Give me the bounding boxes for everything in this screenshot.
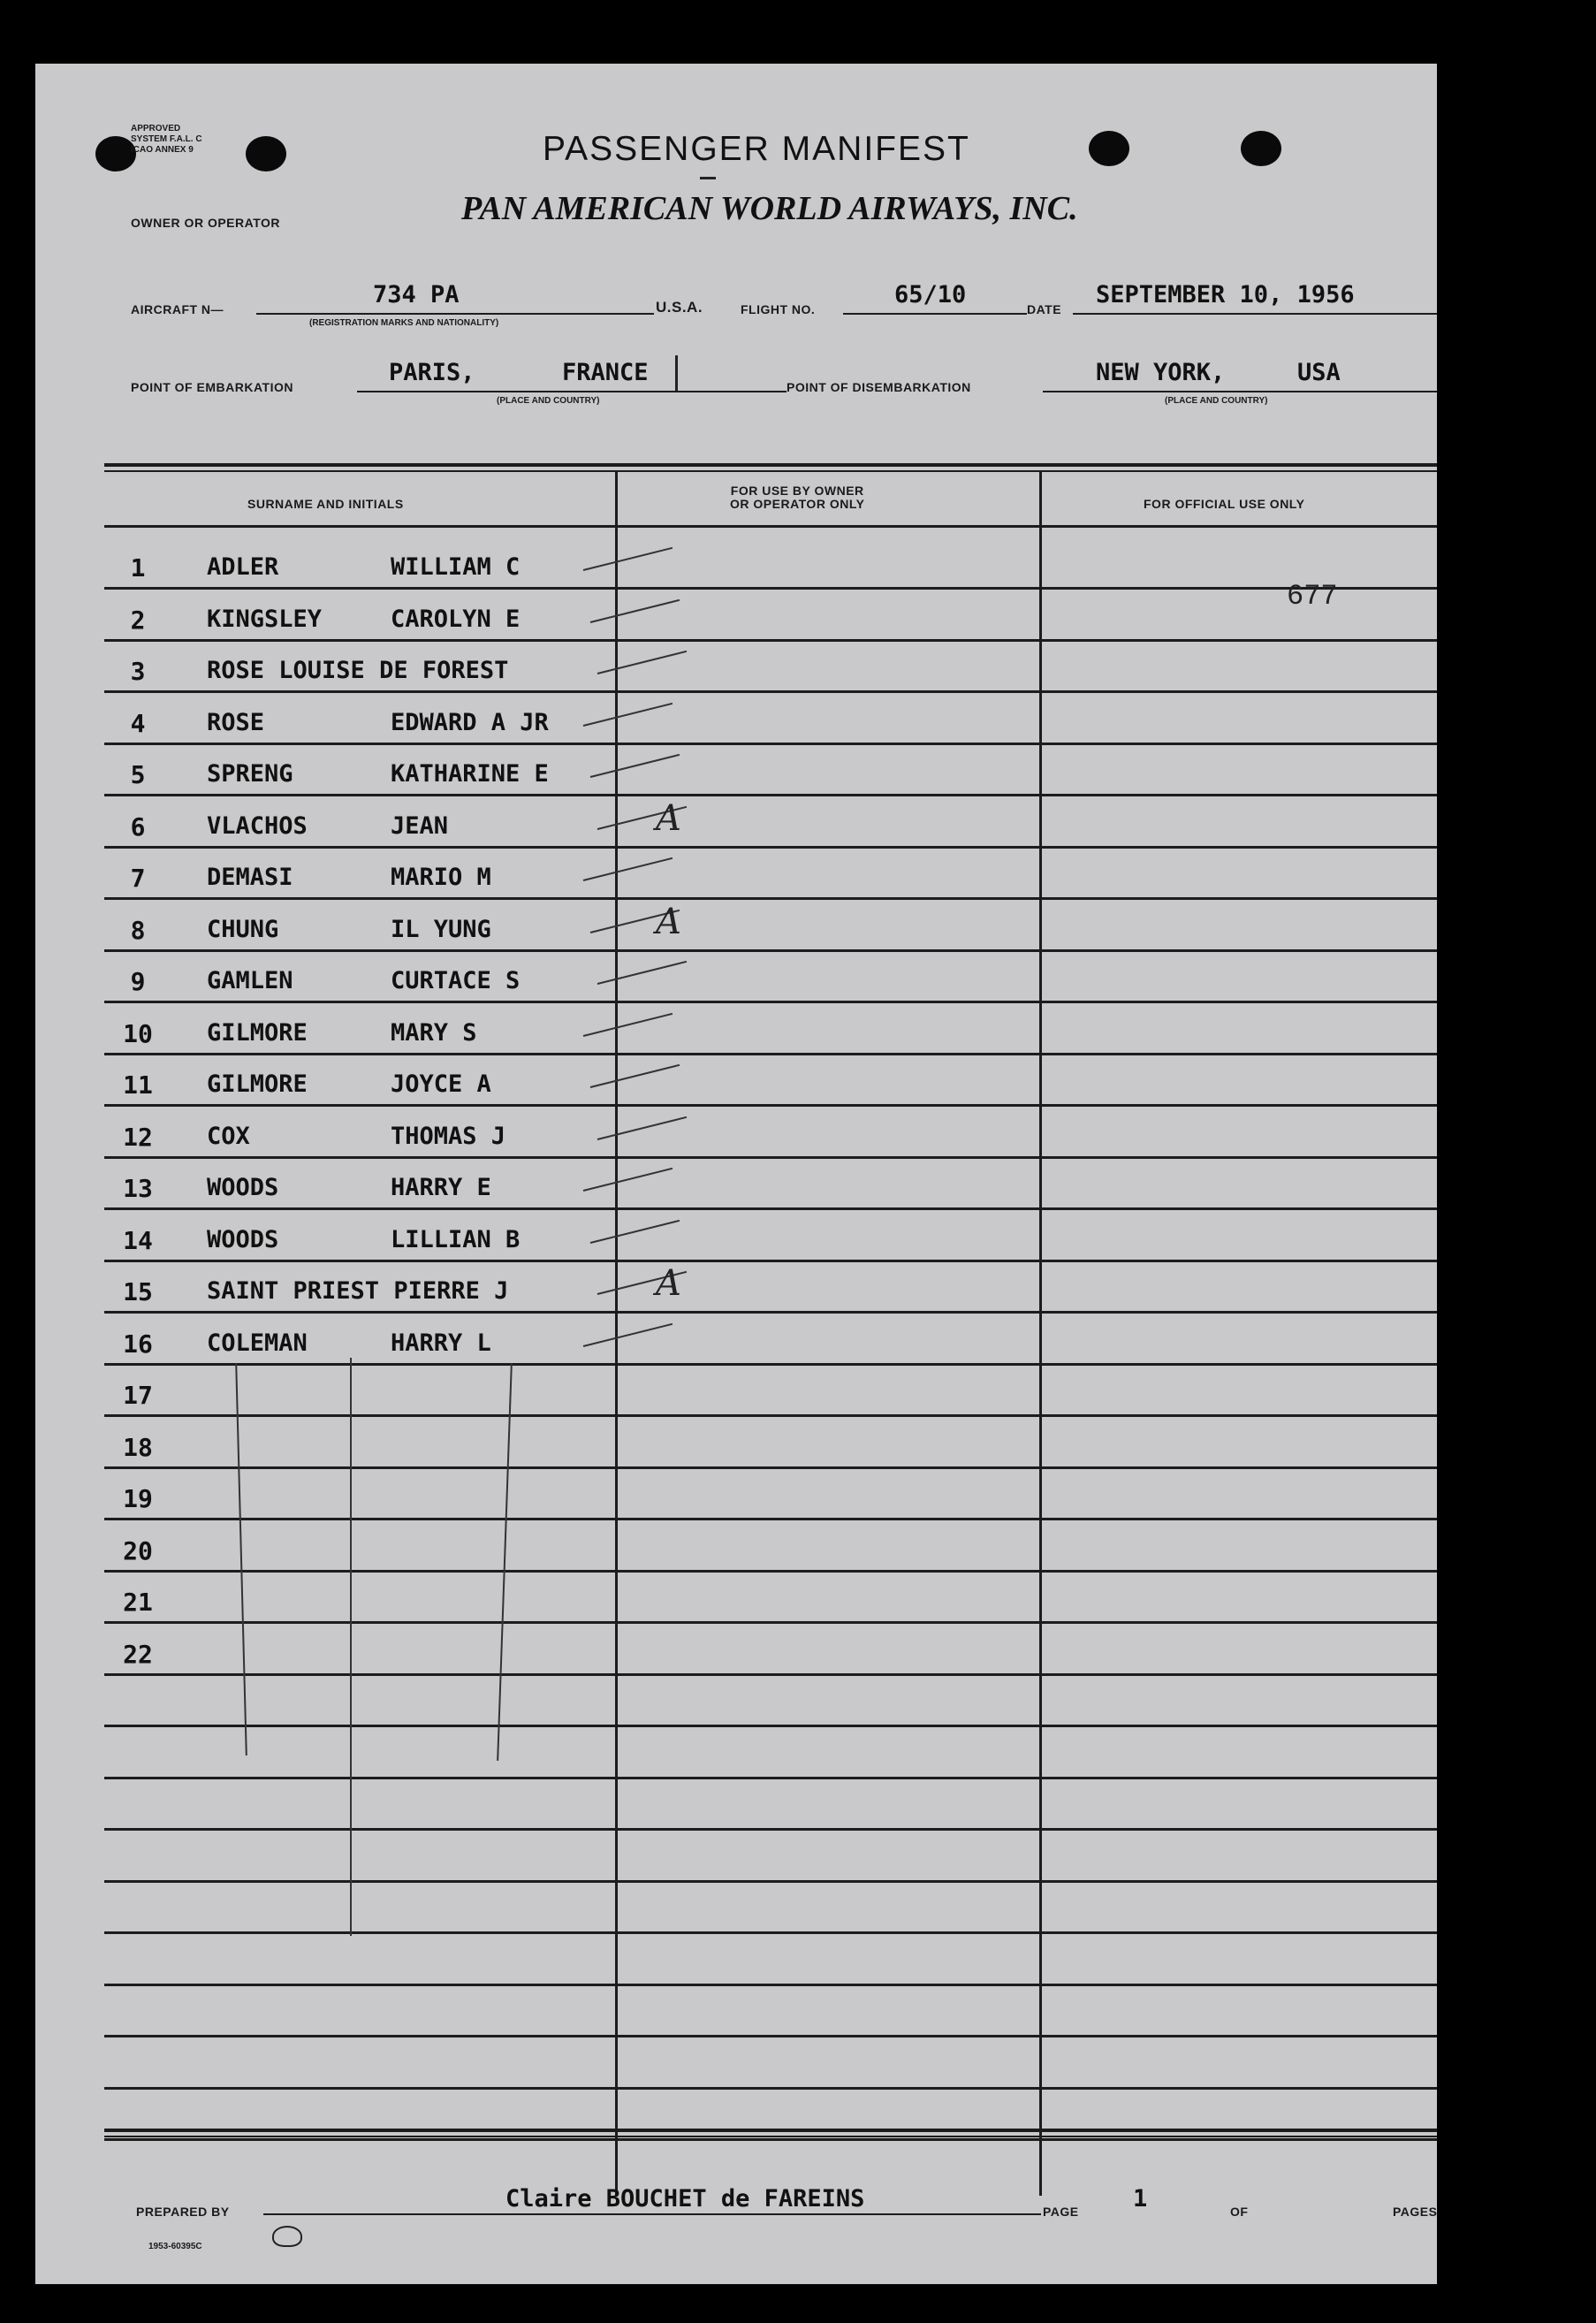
row-rule (104, 2035, 1437, 2037)
handwritten-mark: A (656, 797, 681, 839)
row-number: 4 (130, 708, 146, 738)
passenger-given-names: JOYCE A (391, 1070, 491, 1098)
row-rule (104, 1260, 1437, 1262)
check-mark (583, 1012, 673, 1036)
disembarkation-label: POINT OF DISEMBARKATION (787, 380, 971, 394)
passenger-surname: GILMORE (207, 1018, 308, 1047)
passenger-given-names: HARRY E (391, 1174, 491, 1201)
pages-label: PAGES (1393, 2205, 1438, 2219)
owner-column-header: FOR USE BY OWNER OR OPERATOR ONLY (730, 484, 865, 511)
row-number: 10 (123, 1018, 153, 1048)
prepared-by: Claire BOUCHET de FAREINS (505, 2185, 865, 2213)
check-mark (590, 1064, 680, 1088)
check-mark (590, 598, 680, 622)
row-rule (104, 1311, 1437, 1314)
disembarkation-underline (1043, 391, 1437, 392)
row-rule (104, 897, 1437, 900)
document-title: PASSENGER MANIFEST (543, 130, 970, 168)
passenger-full-name: SAINT PRIEST PIERRE J (207, 1277, 509, 1305)
row-number: 3 (130, 657, 146, 686)
passenger-surname: KINGSLEY (207, 605, 323, 633)
page-label: PAGE (1043, 2205, 1079, 2219)
row-rule (104, 1777, 1437, 1779)
row-rule (104, 1518, 1437, 1520)
disembarkation-country: USA (1297, 359, 1341, 386)
row-rule (104, 1725, 1437, 1727)
passenger-given-names: JEAN (391, 811, 449, 840)
row-rule (104, 949, 1437, 952)
passenger-surname: GILMORE (207, 1070, 308, 1098)
row-number: 16 (123, 1329, 153, 1359)
row-number: 6 (130, 811, 146, 842)
row-rule (104, 1156, 1437, 1159)
row-rule (104, 1984, 1437, 1986)
row-rule (104, 1363, 1437, 1366)
row-number: 12 (123, 1122, 153, 1152)
flight-value: 65/10 (894, 281, 967, 308)
form-number: 1953-60395C (148, 2242, 202, 2251)
check-mark (597, 1116, 687, 1139)
row-rule (104, 587, 1437, 590)
table-bottom-rule (104, 2136, 1437, 2137)
passenger-given-names: CAROLYN E (391, 605, 521, 633)
date-label: DATE (1027, 302, 1062, 316)
flight-label: FLIGHT NO. (741, 302, 816, 316)
handwritten-mark: A (656, 901, 681, 942)
passenger-surname: CHUNG (207, 915, 279, 943)
passenger-surname: DEMASI (207, 864, 293, 891)
row-rule (104, 1673, 1437, 1676)
check-mark (590, 1219, 680, 1243)
prepared-label: PREPARED BY (136, 2205, 230, 2219)
embarkation-city: PARIS, (389, 359, 475, 386)
row-number: 20 (123, 1535, 153, 1565)
embarkation-pen-mark (675, 355, 678, 391)
passenger-surname: COX (207, 1122, 250, 1150)
row-rule (104, 2087, 1437, 2090)
passenger-given-names: MARY S (391, 1018, 477, 1047)
row-number: 1 (130, 553, 146, 583)
passenger-given-names: THOMAS J (391, 1122, 506, 1150)
passenger-full-name: ROSE LOUISE DE FOREST (207, 657, 509, 684)
row-number: 11 (123, 1070, 153, 1100)
check-mark (597, 961, 687, 985)
aircraft-sublabel: (REGISTRATION MARKS AND NATIONALITY) (309, 318, 499, 328)
passenger-surname: COLEMAN (207, 1329, 308, 1357)
row-rule (104, 1414, 1437, 1417)
row-rule (104, 1828, 1437, 1831)
row-rule (104, 743, 1437, 745)
check-mark (583, 547, 673, 571)
check-mark (583, 857, 673, 881)
row-number: 19 (123, 1484, 153, 1513)
row-number: 18 (123, 1432, 153, 1462)
punch-hole (1089, 131, 1129, 166)
punch-hole (1241, 131, 1281, 166)
row-number: 8 (130, 915, 146, 945)
passenger-surname: ADLER (207, 553, 279, 581)
row-rule (104, 1466, 1437, 1469)
row-number: 17 (123, 1381, 153, 1410)
table-bottom-rule (104, 2129, 1437, 2132)
official-column-header: FOR OFFICIAL USE ONLY (1144, 497, 1305, 511)
embarkation-label: POINT OF EMBARKATION (131, 380, 293, 394)
embarkation-country: FRANCE (562, 359, 649, 386)
column-divider (615, 470, 618, 2196)
row-rule (104, 1001, 1437, 1003)
row-rule (104, 794, 1437, 796)
official-stamp: 677 (1287, 580, 1338, 613)
row-rule (104, 846, 1437, 849)
prepared-underline (263, 2213, 1041, 2215)
passenger-given-names: HARRY L (391, 1329, 491, 1357)
passenger-given-names: MARIO M (391, 864, 491, 891)
header-rule (104, 525, 1437, 528)
flight-underline (843, 313, 1027, 315)
aircraft-country: U.S.A. (656, 299, 703, 316)
table-top-rule (104, 463, 1437, 467)
aircraft-underline (256, 313, 654, 315)
passenger-given-names: KATHARINE E (391, 760, 549, 788)
table-top-rule (104, 470, 1437, 472)
owner-label: OWNER OR OPERATOR (131, 216, 280, 230)
aircraft-value: 734 PA (373, 281, 460, 308)
pen-strike (497, 1363, 513, 1761)
printer-logo-icon (272, 2226, 302, 2247)
manifest-sheet (35, 64, 1437, 2284)
row-rule (104, 2138, 1437, 2141)
embarkation-underline (357, 391, 787, 392)
row-number: 9 (130, 967, 146, 996)
row-number: 7 (130, 864, 146, 893)
check-mark (583, 1168, 673, 1192)
passenger-given-names: CURTACE S (391, 967, 521, 994)
check-mark (597, 651, 687, 674)
passenger-given-names: IL YUNG (391, 915, 491, 943)
passenger-given-names: EDWARD A JR (391, 708, 549, 736)
column-divider (1039, 470, 1042, 2196)
page-value: 1 (1133, 2185, 1148, 2213)
row-number: 2 (130, 605, 146, 635)
row-number: 22 (123, 1639, 153, 1669)
passenger-surname: SPRENG (207, 760, 293, 788)
disembarkation-sublabel: (PLACE AND COUNTRY) (1165, 396, 1268, 406)
title-tick (700, 177, 716, 179)
row-number: 14 (123, 1225, 153, 1255)
row-rule (104, 1053, 1437, 1055)
row-rule (104, 1570, 1437, 1573)
check-mark (583, 702, 673, 726)
operator-name: PAN AMERICAN WORLD AIRWAYS, INC. (461, 190, 1078, 227)
passenger-surname: GAMLEN (207, 967, 293, 994)
check-mark (583, 1322, 673, 1346)
date-value: SEPTEMBER 10, 1956 (1096, 281, 1355, 308)
row-rule (104, 690, 1437, 693)
name-column-header: SURNAME AND INITIALS (247, 497, 404, 511)
punch-hole (246, 136, 286, 171)
passenger-surname: WOODS (207, 1174, 279, 1201)
pen-strike (235, 1363, 247, 1756)
pen-strike (350, 1358, 352, 1936)
row-rule (104, 639, 1437, 642)
row-number: 21 (123, 1588, 153, 1617)
row-number: 15 (123, 1277, 153, 1306)
date-underline (1073, 313, 1437, 315)
row-rule (104, 1104, 1437, 1107)
of-label: OF (1230, 2205, 1249, 2219)
passenger-surname: VLACHOS (207, 811, 308, 840)
row-rule (104, 1621, 1437, 1624)
row-rule (104, 1880, 1437, 1883)
aircraft-label: AIRCRAFT N— (131, 302, 224, 316)
row-number: 13 (123, 1174, 153, 1203)
passenger-given-names: WILLIAM C (391, 553, 521, 581)
handwritten-mark: A (656, 1263, 681, 1304)
row-number: 5 (130, 760, 146, 789)
passenger-given-names: LILLIAN B (391, 1225, 521, 1253)
row-rule (104, 1931, 1437, 1934)
approval-stamp: APPROVED SYSTEM F.A.L. C ICAO ANNEX 9 (131, 124, 202, 155)
row-rule (104, 1207, 1437, 1210)
passenger-surname: ROSE (207, 708, 265, 736)
passenger-surname: WOODS (207, 1225, 279, 1253)
check-mark (590, 754, 680, 778)
embarkation-sublabel: (PLACE AND COUNTRY) (497, 396, 600, 406)
disembarkation-city: NEW YORK, (1096, 359, 1226, 386)
